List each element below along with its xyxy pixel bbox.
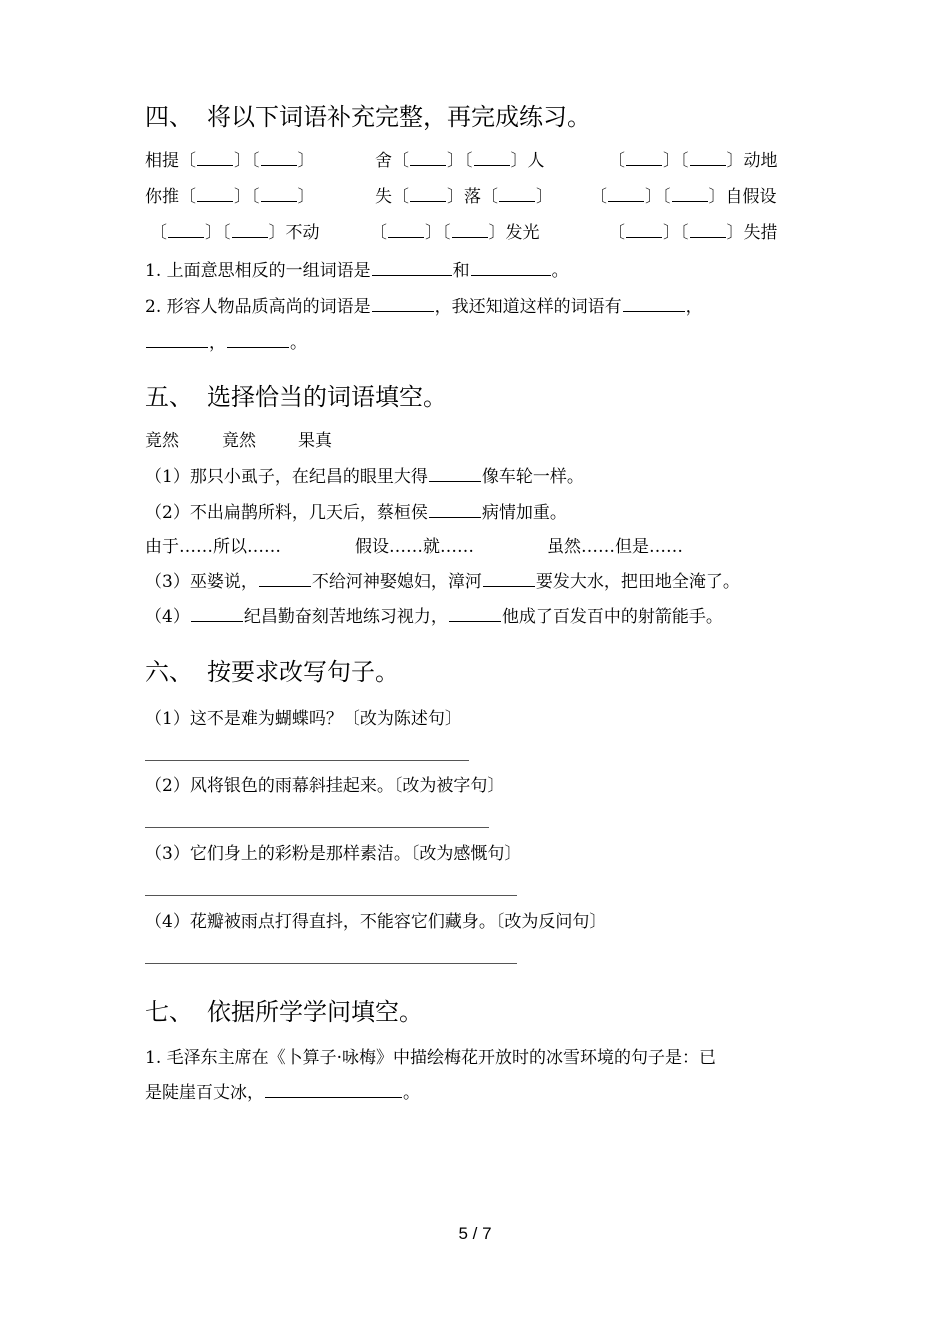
question-text: （3）巫婆说， — [145, 572, 258, 592]
word-option: 竟然 — [222, 431, 256, 451]
answer-blank[interactable] — [449, 605, 501, 622]
idiom-text: 你推 — [145, 187, 179, 207]
idiom-r2c2 — [375, 185, 553, 209]
paren-close: 〕 — [297, 187, 315, 207]
section-7-heading — [145, 997, 423, 1027]
section-7-title: 依据所学学问填空。 — [207, 998, 423, 1026]
s4-question-1 — [145, 259, 569, 283]
question-text: ， — [209, 333, 226, 353]
paren-open: 〔 — [680, 223, 689, 243]
paren-close: 〕 — [297, 151, 315, 171]
paren-close: 〕 — [536, 187, 553, 207]
paren-close: 〕 — [726, 223, 744, 243]
question-text: 他成了百发百中的射箭能手。 — [501, 607, 723, 627]
answer-line[interactable] — [145, 827, 489, 828]
answer-blank[interactable] — [372, 295, 434, 312]
s5-question-4 — [145, 605, 723, 629]
idiom-blank[interactable] — [388, 221, 424, 238]
idiom-r2c3 — [590, 185, 777, 209]
paren-close: 〕 — [234, 187, 251, 207]
answer-blank[interactable] — [227, 331, 289, 348]
answer-blank[interactable] — [146, 331, 208, 348]
idiom-blank[interactable] — [261, 185, 297, 202]
paren-close: 〕 — [447, 187, 464, 207]
paren-open: 〔 — [662, 187, 671, 207]
paren-open: 〔 — [179, 187, 196, 207]
s6-question-3: （3）它们身上的彩粉是那样素洁。〔改为感慨句〕 — [145, 844, 522, 864]
question-text: 1. 上面意思相反的一组词语是 — [145, 261, 371, 281]
paren-close: 〕 — [234, 151, 251, 171]
answer-line[interactable] — [145, 963, 517, 964]
paren-open: 〔 — [251, 151, 260, 171]
question-text: ，我还知道这样的词语有 — [434, 297, 622, 317]
paren-open: 〔 — [222, 223, 231, 243]
paren-open: 〔 — [608, 223, 625, 243]
word-option: 由于……所以…… — [145, 537, 281, 557]
idiom-text: 自假设 — [725, 187, 777, 207]
paren-close: 〕 — [708, 187, 726, 207]
question-text: 和 — [452, 261, 470, 281]
question-text: 。 — [290, 333, 307, 353]
idiom-blank[interactable] — [197, 185, 233, 202]
question-text: （2）不出扁鹊所料，几天后，蔡桓侯 — [145, 503, 428, 523]
idiom-text: 不动 — [285, 223, 320, 243]
section-5-heading — [145, 382, 447, 412]
answer-blank[interactable] — [191, 605, 243, 622]
s5-question-1 — [145, 465, 584, 489]
answer-line[interactable] — [145, 895, 517, 896]
idiom-text: 失措 — [743, 223, 778, 243]
idiom-blank[interactable] — [197, 149, 233, 166]
idiom-text: 相提 — [145, 151, 179, 171]
question-text: ， — [685, 297, 703, 317]
idiom-r3c2 — [370, 221, 540, 245]
paren-close: 〕 — [663, 223, 680, 243]
paren-close: 〕 — [488, 223, 506, 243]
paren-open: 〔 — [150, 223, 167, 243]
idiom-blank[interactable] — [474, 149, 510, 166]
idiom-blank[interactable] — [690, 149, 726, 166]
paren-open: 〔 — [251, 187, 260, 207]
section-7-number: 七、 — [145, 998, 193, 1026]
question-text: 纪昌勤奋刻苦地练习视力， — [243, 607, 448, 627]
answer-blank[interactable] — [483, 570, 535, 587]
paren-open: 〔 — [590, 187, 607, 207]
word-option: 虽然……但是…… — [547, 537, 683, 557]
paren-close: 〕 — [268, 223, 286, 243]
paren-open: 〔 — [464, 151, 473, 171]
idiom-blank[interactable] — [626, 221, 662, 238]
paren-close: 〕 — [510, 151, 528, 171]
idiom-blank[interactable] — [168, 221, 204, 238]
question-text: 2. 形容人物品质高尚的词语是 — [145, 297, 371, 317]
s6-question-1: （1）这不是难为蝴蝶吗？〔改为陈述句〕 — [145, 709, 462, 729]
idiom-text: 失 — [375, 187, 392, 207]
idiom-blank[interactable] — [261, 149, 297, 166]
idiom-text: 人 — [527, 151, 545, 171]
idiom-r1c3 — [608, 149, 778, 173]
paren-open: 〔 — [392, 151, 409, 171]
section-6-title: 按要求改写句子。 — [207, 658, 399, 686]
s4-question-2 — [145, 295, 703, 319]
paren-open: 〔 — [392, 187, 409, 207]
paren-close: 〕 — [205, 223, 222, 243]
answer-blank[interactable] — [623, 295, 685, 312]
section-4-heading — [145, 102, 591, 132]
question-text: 是陡崖百丈冰， — [145, 1083, 264, 1103]
answer-blank[interactable] — [471, 259, 551, 276]
idiom-blank[interactable] — [410, 149, 446, 166]
idiom-r3c3 — [608, 221, 778, 245]
idiom-blank[interactable] — [232, 221, 268, 238]
paren-open: 〔 — [370, 223, 387, 243]
paren-close: 〕 — [425, 223, 442, 243]
s7-question-1-cont — [145, 1081, 420, 1105]
word-option: 假设……就…… — [355, 537, 474, 557]
paren-open: 〔 — [680, 151, 689, 171]
paren-open: 〔 — [608, 151, 625, 171]
s6-question-4: （4）花瓣被雨点打得直抖，不能容它们藏身。〔改为反问句〕 — [145, 912, 607, 932]
idiom-text: 动地 — [743, 151, 778, 171]
paren-open: 〔 — [179, 151, 196, 171]
idiom-blank[interactable] — [690, 221, 726, 238]
answer-blank[interactable] — [429, 501, 481, 518]
question-text: （4） — [145, 607, 190, 627]
idiom-blank[interactable] — [499, 185, 535, 202]
section-5-title: 选择恰当的词语填空。 — [207, 383, 447, 411]
word-option: 竟然 — [145, 431, 179, 451]
question-text: 。 — [403, 1083, 420, 1103]
idiom-r3c1 — [150, 221, 320, 245]
idiom-r2c1 — [145, 185, 315, 209]
question-text: （1）那只小虱子，在纪昌的眼里大得 — [145, 467, 428, 487]
page-number: 5 / 7 — [458, 1224, 492, 1243]
idiom-blank[interactable] — [672, 185, 708, 202]
paren-close: 〕 — [663, 151, 680, 171]
s4-question-2-cont — [145, 331, 307, 355]
idiom-r1c2 — [375, 149, 545, 173]
s6-question-2: （2）风将银色的雨幕斜挂起来。〔改为被字句〕 — [145, 776, 505, 796]
idiom-r1c1 — [145, 149, 315, 173]
answer-blank[interactable] — [265, 1081, 402, 1098]
idiom-blank[interactable] — [452, 221, 488, 238]
idiom-text: 落 — [464, 187, 481, 207]
paren-close: 〕 — [447, 151, 464, 171]
s5-question-2 — [145, 501, 567, 525]
idiom-text: 发光 — [505, 223, 540, 243]
paren-close: 〕 — [645, 187, 662, 207]
section-6-number: 六、 — [145, 658, 193, 686]
question-text: 病情加重。 — [481, 503, 567, 523]
idiom-blank[interactable] — [410, 185, 446, 202]
answer-blank[interactable] — [259, 570, 311, 587]
word-option: 果真 — [298, 431, 332, 451]
section-6-heading — [145, 657, 399, 687]
answer-blank[interactable] — [429, 465, 481, 482]
section-4-title: 将以下词语补充完整，再完成练习。 — [207, 103, 591, 131]
idiom-blank[interactable] — [626, 149, 662, 166]
answer-line[interactable] — [145, 760, 469, 761]
section-5-number: 五、 — [145, 383, 193, 411]
question-text: 不给河神娶媳妇，漳河 — [311, 572, 482, 592]
s7-question-1: 1. 毛泽东主席在《卜算子·咏梅》中描绘梅花开放时的冰雪环境的句子是：已 — [145, 1048, 717, 1068]
question-text: 像车轮一样。 — [481, 467, 584, 487]
paren-open: 〔 — [481, 187, 498, 207]
paren-open: 〔 — [442, 223, 451, 243]
idiom-text: 舍 — [375, 151, 392, 171]
question-text: 。 — [551, 261, 569, 281]
question-text: 要发大水，把田地全淹了。 — [535, 572, 740, 592]
idiom-blank[interactable] — [608, 185, 644, 202]
section-4-number: 四、 — [145, 103, 193, 131]
paren-close: 〕 — [726, 151, 744, 171]
s5-question-3 — [145, 570, 740, 594]
answer-blank[interactable] — [372, 259, 452, 276]
